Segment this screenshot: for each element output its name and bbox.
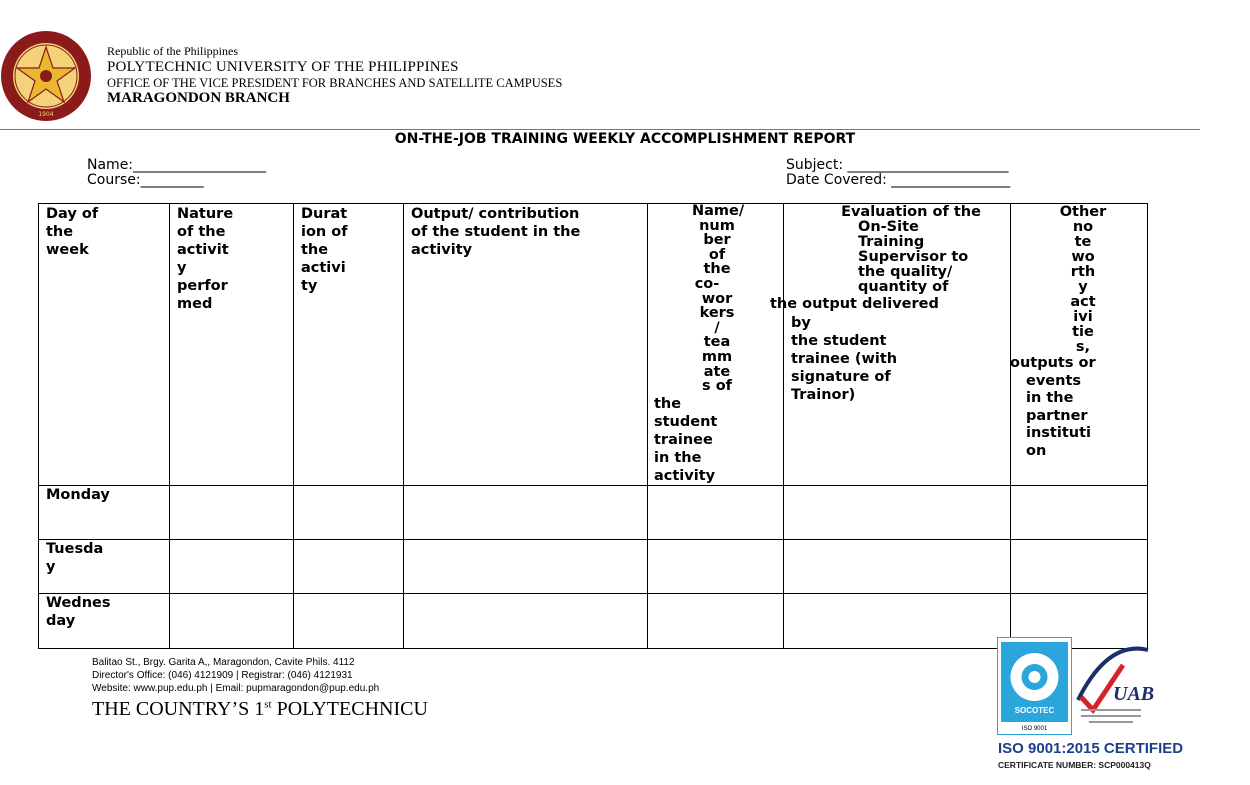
- other-activities-cell[interactable]: [1011, 486, 1148, 540]
- nature-cell[interactable]: [170, 540, 294, 594]
- header-line: no: [1072, 219, 1094, 235]
- header-line: mm: [701, 348, 733, 365]
- header-line: of: [708, 246, 726, 263]
- table-row-tuesday: [39, 540, 1148, 594]
- iso-certified-label: ISO 9001:2015 CERTIFIED: [998, 740, 1184, 757]
- output-cell[interactable]: [404, 594, 648, 649]
- header-line: activity: [654, 467, 716, 484]
- uab-accreditation-logo: [1073, 645, 1155, 740]
- office-name: OFFICE OF THE VICE PRESIDENT FOR BRANCHES AND SATELLITE CAMPUSES: [107, 76, 563, 91]
- header-line: perfor: [177, 278, 228, 294]
- header-line: wo: [1071, 249, 1095, 265]
- output-cell[interactable]: [404, 540, 648, 594]
- footer-motto: THE COUNTRY’S 1st POLYTECHNICU: [92, 698, 428, 720]
- header-line: te: [1074, 234, 1092, 250]
- header-line: student: [654, 413, 718, 430]
- branch-name: MARAGONDON BRANCH: [107, 90, 290, 107]
- day-cell: Monday: [39, 486, 170, 540]
- header-line: med: [177, 296, 213, 312]
- header-line: Other: [1059, 204, 1107, 220]
- header-line: the: [301, 242, 329, 258]
- header-line: the: [703, 261, 731, 278]
- header-line: y: [177, 260, 187, 276]
- header-coworkers: [648, 204, 784, 486]
- header-line: activity: [411, 242, 473, 258]
- letterhead: [107, 45, 562, 108]
- header-line: Evaluation of the: [841, 204, 981, 220]
- footer-address: Balitao St., Brgy. Garita A,, Maragondon, Cavite Phils. 4112: [92, 657, 355, 668]
- socotec-standard: ISO 9001: [1021, 726, 1048, 732]
- table-row-wednesday: [39, 594, 1148, 649]
- duration-cell[interactable]: [294, 594, 404, 649]
- header-line: of the: [177, 224, 226, 240]
- header-supervisor-evaluation: [770, 204, 1011, 486]
- output-cell[interactable]: [404, 486, 648, 540]
- header-line: s of: [702, 378, 732, 395]
- header-line: Name/: [692, 203, 745, 219]
- header-line: Supervisor to: [858, 249, 969, 265]
- name-field[interactable]: Name:___________________: [87, 157, 267, 173]
- header-line: Trainor): [791, 387, 856, 403]
- header-line: ty: [301, 278, 318, 294]
- header-line: in the: [1026, 390, 1074, 406]
- footer-contact: [92, 656, 379, 695]
- header-line: signature of: [791, 369, 891, 385]
- header-divider: [0, 129, 1200, 130]
- university-seal-logo: [0, 30, 92, 122]
- coworkers-cell[interactable]: [648, 594, 784, 649]
- header-line: partner: [1026, 407, 1088, 424]
- report-title: ON-THE-JOB TRAINING WEEKLY ACCOMPLISHMENT REPORT: [394, 131, 856, 147]
- duration-cell[interactable]: [294, 540, 404, 594]
- header-line: activit: [177, 242, 229, 258]
- header-line: activi: [301, 260, 346, 276]
- university-name: POLYTECHNIC UNIVERSITY OF THE PHILIPPINES: [107, 58, 459, 75]
- header-nature-of-activity: [170, 204, 294, 486]
- header-line: tea: [703, 334, 731, 351]
- footer-phones: Director's Office: (046) 4121909 | Registrar: (046) 4121931: [92, 670, 353, 681]
- header-line: Training: [858, 234, 925, 250]
- header-line: quantity of: [858, 279, 949, 295]
- header-line: s,: [1075, 339, 1091, 355]
- coworkers-cell[interactable]: [648, 486, 784, 540]
- certificate-number: CERTIFICATE NUMBER: SCP000413Q: [998, 760, 1151, 770]
- header-other-activities: [1011, 204, 1148, 486]
- header-line: events: [1026, 372, 1082, 389]
- header-output-contribution: [404, 204, 648, 486]
- header-line: outputs or: [1010, 355, 1096, 371]
- nature-cell[interactable]: [170, 486, 294, 540]
- header-line: by: [791, 315, 811, 331]
- socotec-label: SOCOTEC: [1014, 706, 1055, 715]
- header-line: act: [1070, 294, 1096, 310]
- date-covered-field[interactable]: Date Covered: _________________: [786, 172, 1011, 188]
- socotec-certification-logo: [997, 637, 1072, 735]
- header-line: /: [714, 319, 720, 336]
- accomplishment-table: [38, 203, 1148, 649]
- evaluation-cell[interactable]: [784, 486, 1011, 540]
- duration-cell[interactable]: [294, 486, 404, 540]
- header-line: week: [46, 242, 89, 258]
- evaluation-cell[interactable]: [784, 594, 1011, 649]
- header-line: of the student in the: [411, 224, 581, 240]
- uab-label: UAB: [1113, 683, 1155, 705]
- day-cell: Tuesda y: [39, 540, 170, 594]
- header-line: wor: [701, 290, 733, 307]
- seal-year: 1904: [38, 111, 54, 118]
- table-header-row: [39, 204, 1148, 486]
- header-line: ate: [703, 363, 731, 380]
- republic-line: Republic of the Philippines: [107, 44, 238, 58]
- header-line: kers: [699, 305, 735, 322]
- header-line: ion of: [301, 224, 348, 240]
- table-row-monday: [39, 486, 1148, 540]
- header-line: ivi: [1073, 309, 1093, 325]
- course-field[interactable]: Course:_________: [87, 172, 204, 188]
- header-line: instituti: [1026, 425, 1091, 441]
- header-line: trainee: [654, 431, 713, 448]
- header-line: the output delivered: [770, 296, 939, 312]
- evaluation-cell[interactable]: [784, 540, 1011, 594]
- header-line: y: [1078, 279, 1088, 295]
- header-line: in the: [654, 449, 702, 466]
- header-line: num: [699, 217, 735, 234]
- coworkers-cell[interactable]: [648, 540, 784, 594]
- header-line: the student: [791, 333, 887, 349]
- day-cell: Wednes day: [39, 594, 170, 649]
- header-line: the: [654, 395, 682, 412]
- header-line: ber: [703, 232, 731, 249]
- nature-cell[interactable]: [170, 594, 294, 649]
- footer-web[interactable]: Website: www.pup.edu.ph | Email: pupmaragondon@pup.edu.ph: [92, 683, 380, 694]
- header-line: Nature: [177, 206, 234, 222]
- header-duration: [294, 204, 404, 486]
- header-line: on: [1026, 442, 1047, 459]
- header-line: On-Site: [858, 219, 919, 235]
- header-line: Durat: [301, 206, 348, 222]
- header-day-of-week: [39, 204, 170, 486]
- header-line: Output/ contribution: [411, 206, 580, 222]
- header-line: trainee (with: [791, 351, 898, 367]
- header-line: rth: [1070, 264, 1096, 280]
- header-line: tie: [1072, 324, 1094, 340]
- header-line: co-: [694, 275, 720, 292]
- other-activities-cell[interactable]: [1011, 540, 1148, 594]
- subject-field[interactable]: Subject: _______________________: [786, 157, 1009, 173]
- header-line: Day of: [46, 206, 99, 222]
- header-line: the quality/: [858, 264, 953, 280]
- header-line: the: [46, 224, 74, 240]
